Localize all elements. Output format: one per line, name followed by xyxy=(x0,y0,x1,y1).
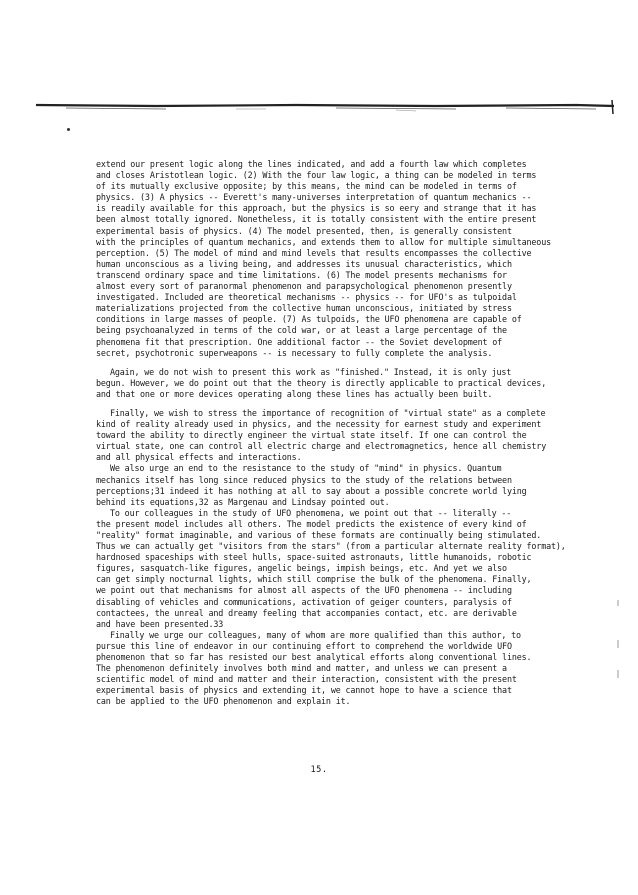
text-line: we point out that mechanisms for almost all aspects of the UFO phenomena -- including xyxy=(96,585,512,596)
text-line: can get simply nocturnal lights, which still comprise the bulk of the phenomena. Finally, xyxy=(96,574,532,585)
text-line: conditions in large masses of people. (7) As tulpoids, the UFO phenomena are capable of xyxy=(96,314,522,325)
text-line: almost every sort of paranormal phenomenon and parapsychological phenomenon presently xyxy=(96,281,512,292)
text-line: hardnosed spaceships with steel hulls, space-suited astronauts, little humanoids, robotic xyxy=(96,552,532,563)
text-line: physics. (3) A physics -- Everett's many-universes interpretation of quantum mechanics -- xyxy=(96,192,532,203)
text-line: extend our present logic along the lines indicated, and add a fourth law which completes xyxy=(96,159,527,169)
text-line: Again, we do not wish to present this work as "finished." Instead, it is only just xyxy=(110,366,512,377)
text-line: mechanics itself has long since reduced physics to the study of the relations between xyxy=(96,474,512,485)
scan-speck xyxy=(67,128,70,131)
text-line: and that one or more devices operating along these lines has actually been built. xyxy=(96,388,493,399)
text-line: phenomenon that so far has resisted our best analytical efforts along conventional lines. xyxy=(96,652,532,663)
text-line: human unconscious as a living being, and addresses its unusual characteristics, which xyxy=(96,258,512,269)
text-line: "reality" format imaginable, and various of these formats are continually being stimulated. xyxy=(96,530,542,540)
scanned-header-rule xyxy=(36,96,616,118)
text-line: and all physical effects and interactions. xyxy=(96,452,302,463)
text-line: toward the ability to directly engineer the virtual state itself. If one can control the xyxy=(96,430,527,441)
text-line: can be applied to the UFO phenomenon and explain it. xyxy=(96,696,351,707)
text-line: being psychoanalyzed in terms of the cold war, or at least a large percentage of the xyxy=(96,325,507,336)
text-line: phenomena fit that prescription. One additional factor -- the Soviet development of xyxy=(96,336,503,347)
text-line: We also urge an end to the resistance to the study of "mind" in physics. Quantum xyxy=(110,463,502,474)
text-line: behind its equations,32 as Margenau and Lindsay pointed out. xyxy=(96,496,390,507)
document-body xyxy=(96,159,566,708)
text-line: been almost totally ignored. Nonetheless, it is totally consistent with the entire present xyxy=(96,214,537,225)
text-line: experimental basis of physics. (4) The model presented, then, is generally consistent xyxy=(96,225,512,236)
text-line: figures, sasquatch-like figures, angelic beings, impish beings, etc. And yet we also xyxy=(96,563,507,574)
text-line: Finally, we wish to stress the importance of recognition of "virtual state" as a complete xyxy=(110,407,546,418)
text-line: pursue this line of endeavor in our continuing effort to comprehend the worldwide UFO xyxy=(96,640,512,651)
text-line: disabling of vehicles and communications, activation of geiger counters, paralysis of xyxy=(96,596,512,607)
text-line: The phenomenon definitely involves both mind and matter, and unless we can present a xyxy=(96,663,507,674)
text-line: with the principles of quantum mechanics, and extends them to allow for multiple simultaneous xyxy=(96,236,551,247)
text-line: virtual state, one can control all electric charge and electromagnetics, hence all chemistry xyxy=(96,441,547,452)
text-line: experimental basis of physics and extending it, we cannot hope to have a science that xyxy=(96,685,512,696)
text-line: the present model includes all others. The model predicts the existence of every kind of xyxy=(96,518,527,529)
text-line: scientific model of mind and matter and their interaction, consistent with the present xyxy=(96,674,517,685)
text-line: perception. (5) The model of mind and mind levels that results encompasses the collective xyxy=(96,247,532,258)
text-line: To our colleagues in the study of UFO phenomena, we point out that -- literally -- xyxy=(110,507,512,518)
page-number: 15. xyxy=(310,765,328,775)
text-line: kind of reality already used in physics, and the necessity for earnest study and experiment xyxy=(96,419,542,430)
text-line: of its mutually exclusive opposite; by this means, the mind can be modeled in terms of xyxy=(96,181,517,192)
text-line: is readily available for this approach, but the physics is so eery and strange that it has xyxy=(96,203,537,214)
text-line: secret, psychotronic superweapons -- is necessary to fully complete the analysis. xyxy=(96,347,493,358)
text-line: Finally we urge our colleagues, many of whom are more qualified than this author, to xyxy=(110,629,521,640)
text-line: and have been presented.33 xyxy=(96,618,224,629)
text-line: perceptions;31 indeed it has nothing at all to say about a possible concrete world lying xyxy=(96,485,527,496)
text-line: begun. However, we do point out that the theory is directly applicable to practical devices, xyxy=(96,377,547,388)
text-line: Thus we can actually get "visitors from the stars" (from a particular alternate reality format), xyxy=(96,541,566,552)
text-line: transcend ordinary space and time limitations. (6) The model presents mechanisms for xyxy=(96,269,507,280)
scan-edge-marks xyxy=(616,600,620,680)
text-line: contactees, the unreal and dreamy feeling that accompanies contact, etc. are derivable xyxy=(96,607,517,618)
text-line: materializations projected from the collective human unconscious, initiated by stress xyxy=(96,303,512,314)
text-line: investigated. Included are theoretical mechanisms -- physics -- for UFO's as tulpoidal xyxy=(96,292,517,303)
text-line: and closes Aristotlean logic. (2) With the four law logic, a thing can be modeled in terms xyxy=(96,170,537,181)
